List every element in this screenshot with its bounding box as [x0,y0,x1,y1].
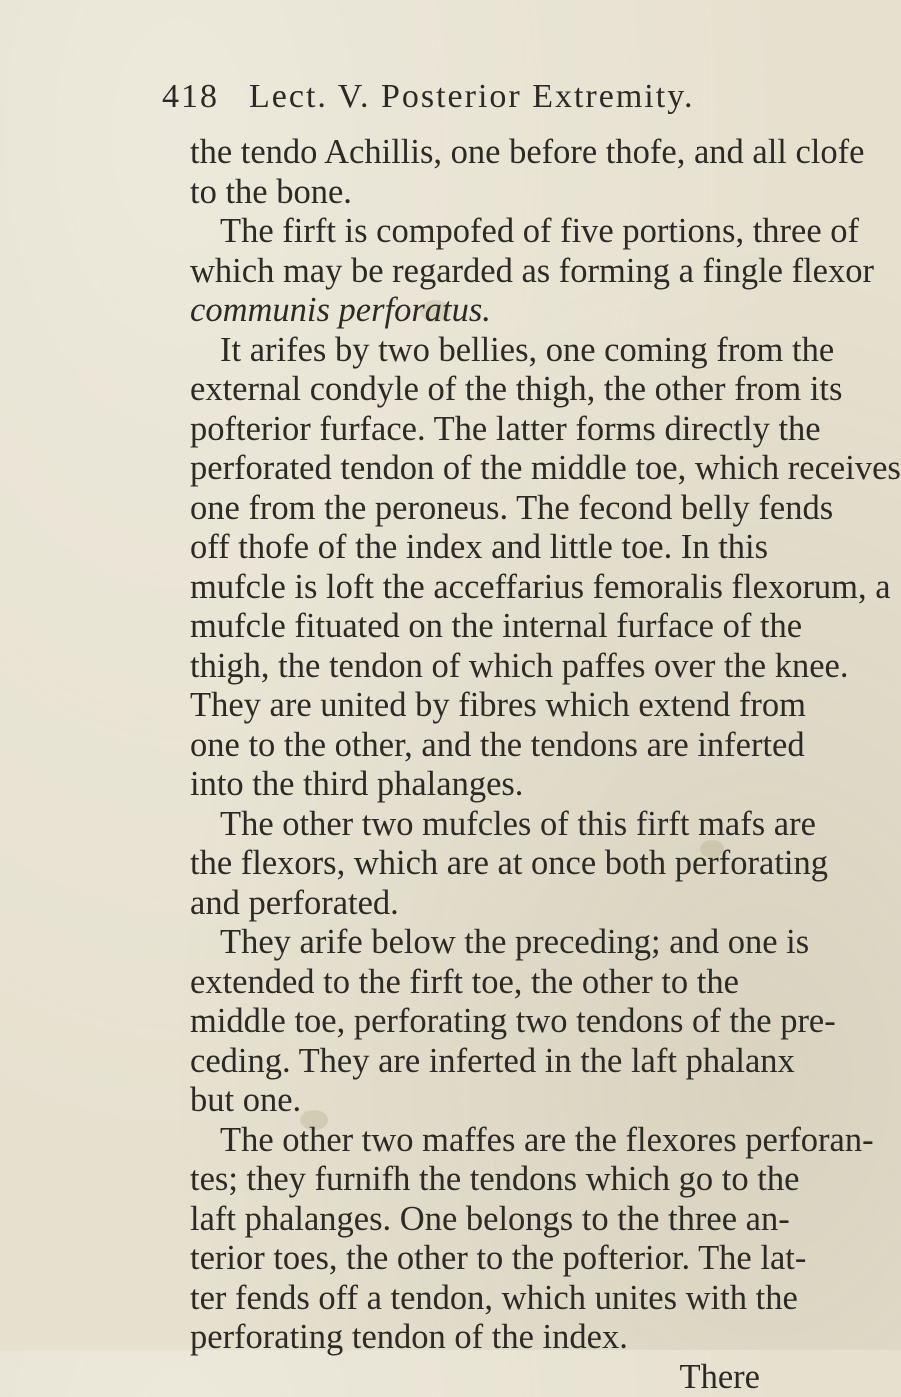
text-line: middle toe, perforating two tendons of the pre- [190,1002,780,1042]
text-line: into the third phalanges. [190,765,780,805]
running-head [162,78,762,128]
text-line: mufcle fituated on the internal furface of the [190,607,780,647]
text-line: one from the peroneus. The fecond belly fends [190,489,780,529]
text-line: tes; they furnifh the tendons which go to the [190,1160,780,1200]
text-line: thigh, the tendon of which paffes over the knee. [190,647,780,687]
text-line: It arifes by two bellies, one coming from the [190,331,780,371]
text-line: terior toes, the other to the pofterior. The lat- [190,1239,780,1279]
text-line: but one. [190,1081,780,1121]
text-line: The other two mufcles of this firft mafs are [190,805,780,845]
text-line: the tendo Achillis, one before thofe, and all clofe [190,133,780,173]
catchword: There [190,1358,780,1397]
text-line: the flexors, which are at once both perforating [190,844,780,884]
text-line: extended to the firft toe, the other to the [190,963,780,1003]
text-line: pofterior furface. The latter forms directly the [190,410,780,450]
text-line: communis perforatus. [190,291,780,331]
text-line: to the bone. [190,173,780,213]
running-head-title: Lect. V. Posterior Extremity. [249,78,694,115]
text-line: The other two maffes are the flexores perforan- [190,1121,780,1161]
page-number: 418 [162,78,219,115]
text-line: external condyle of the thigh, the other from its [190,370,780,410]
text-line: ter fends off a tendon, which unites with the [190,1279,780,1319]
body-text [190,133,780,1397]
text-line: one to the other, and the tendons are inferted [190,726,780,766]
text-line: laft phalanges. One belongs to the three an- [190,1200,780,1240]
text-line: and perforated. [190,884,780,924]
text-line: off thofe of the index and little toe. In this [190,528,780,568]
text-line: They arife below the preceding; and one is [190,923,780,963]
text-line: mufcle is loft the acceffarius femoralis flexorum, a [190,568,780,608]
text-line: which may be regarded as forming a fingle flexor [190,252,780,292]
text-line: They are united by fibres which extend from [190,686,780,726]
text-line: ceding. They are inferted in the laft phalanx [190,1042,780,1082]
text-line: perforated tendon of the middle toe, which receives [190,449,780,489]
text-line: The firft is compofed of five portions, three of [190,212,780,252]
text-line: perforating tendon of the index. [190,1318,780,1358]
